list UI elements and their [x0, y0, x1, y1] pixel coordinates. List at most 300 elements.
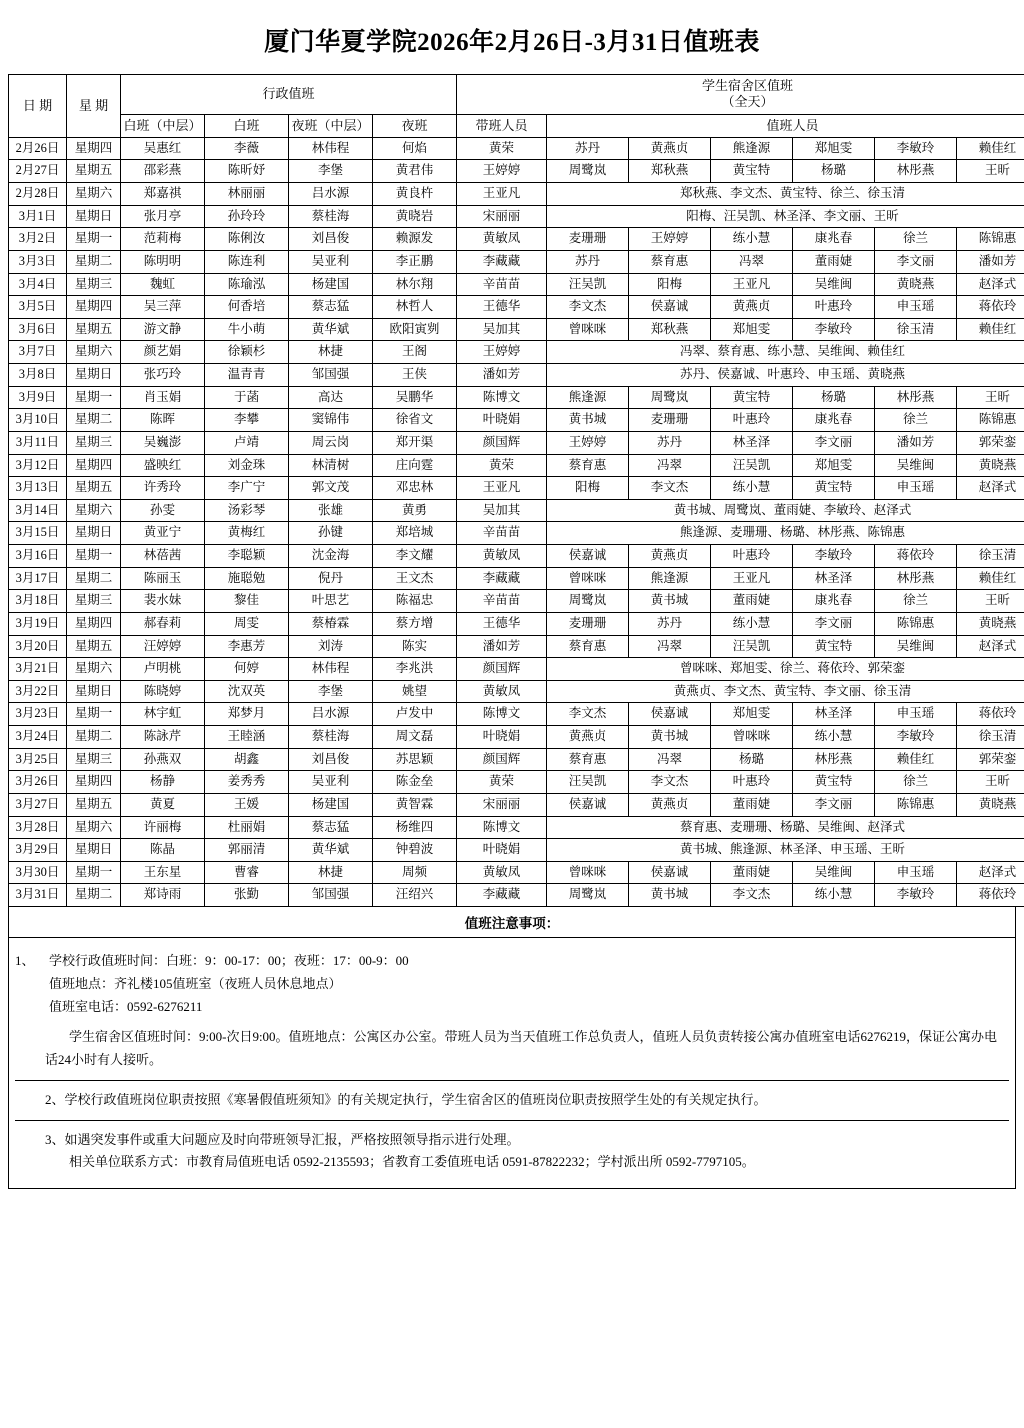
cell-admin-2: 蔡椿霖: [289, 612, 373, 635]
cell-admin-0: 颜艺娟: [121, 341, 205, 364]
cell-week: 星期六: [67, 183, 121, 206]
cell-admin-0: 肖玉娟: [121, 386, 205, 409]
cell-dorm-staff-4: 李敏玲: [875, 137, 957, 160]
cell-admin-2: 蔡志猛: [289, 296, 373, 319]
cell-dorm-staff-3: 杨璐: [793, 160, 875, 183]
table-row: [9, 839, 1024, 862]
cell-admin-2: 窦锦伟: [289, 409, 373, 432]
cell-dorm-staff-2: 郑旭雯: [711, 703, 793, 726]
cell-dorm-staff-4: 申玉瑶: [875, 861, 957, 884]
cell-dorm-staff-0: 曾咪咪: [547, 861, 629, 884]
cell-dorm-staff-1: 侯嘉诚: [629, 703, 711, 726]
cell-admin-3: 赖源发: [373, 228, 457, 251]
cell-lead-staff: 辛苗苗: [457, 273, 547, 296]
cell-admin-1: 曹睿: [205, 861, 289, 884]
cell-admin-0: 许丽梅: [121, 816, 205, 839]
cell-admin-1: 汤彩琴: [205, 499, 289, 522]
cell-date: 3月16日: [9, 545, 67, 568]
header-dorm-staff: 值班人员: [547, 114, 1024, 137]
header-admin-night-mid: 夜班（中层）: [289, 114, 373, 137]
cell-dorm-staff-5: 潘如芳: [957, 250, 1024, 273]
cell-date: 3月6日: [9, 318, 67, 341]
cell-admin-2: 黄华斌: [289, 839, 373, 862]
page-title: 厦门华夏学院2026年2月26日-3月31日值班表: [264, 29, 760, 56]
cell-admin-2: 林捷: [289, 861, 373, 884]
cell-dorm-staff-2: 曾咪咪: [711, 726, 793, 749]
header-admin-night: 夜班: [373, 114, 457, 137]
cell-admin-2: 倪丹: [289, 567, 373, 590]
cell-admin-1: 何香培: [205, 296, 289, 319]
cell-admin-3: 苏思颖: [373, 748, 457, 771]
cell-admin-0: 黄亚宁: [121, 522, 205, 545]
cell-dorm-staff-2: 王亚凡: [711, 567, 793, 590]
table-row: [9, 499, 1024, 522]
cell-dorm-staff-merged: 阳梅、汪吴凯、林圣泽、李文丽、王昕: [547, 205, 1024, 228]
cell-admin-1: 于菡: [205, 386, 289, 409]
cell-dorm-staff-3: 康兆春: [793, 228, 875, 251]
cell-admin-1: 李广宁: [205, 477, 289, 500]
cell-dorm-staff-3: 练小慧: [793, 726, 875, 749]
cell-admin-1: 刘金珠: [205, 454, 289, 477]
cell-admin-0: 游文静: [121, 318, 205, 341]
cell-dorm-staff-merged: 苏丹、侯嘉诚、叶惠玲、申玉瑶、黄晓燕: [547, 364, 1024, 387]
header-week: 星 期: [67, 75, 121, 138]
cell-date: 3月29日: [9, 839, 67, 862]
cell-lead-staff: 叶晓娟: [457, 839, 547, 862]
cell-admin-1: 郑梦月: [205, 703, 289, 726]
cell-admin-0: 张月亭: [121, 205, 205, 228]
cell-admin-1: 徐颖杉: [205, 341, 289, 364]
cell-admin-2: 刘昌俊: [289, 748, 373, 771]
cell-dorm-staff-5: 赵泽式: [957, 273, 1024, 296]
cell-week: 星期二: [67, 884, 121, 907]
cell-admin-2: 黄华斌: [289, 318, 373, 341]
cell-admin-1: 施聪勉: [205, 567, 289, 590]
table-row: [9, 884, 1024, 907]
cell-dorm-staff-0: 蔡育惠: [547, 635, 629, 658]
cell-lead-staff: 叶晓娟: [457, 726, 547, 749]
cell-admin-0: 郝春莉: [121, 612, 205, 635]
table-row: [9, 454, 1024, 477]
cell-dorm-staff-4: 陈锦惠: [875, 612, 957, 635]
cell-dorm-staff-0: 侯嘉诚: [547, 545, 629, 568]
cell-dorm-staff-5: 黄晓燕: [957, 793, 1024, 816]
cell-admin-1: 牛小萌: [205, 318, 289, 341]
cell-week: 星期一: [67, 386, 121, 409]
header-admin-duty: 行政值班: [121, 75, 457, 115]
cell-dorm-staff-1: 侯嘉诚: [629, 296, 711, 319]
cell-admin-1: 孙玲玲: [205, 205, 289, 228]
cell-week: 星期日: [67, 364, 121, 387]
cell-lead-staff: 王亚凡: [457, 183, 547, 206]
cell-dorm-staff-5: 徐玉清: [957, 545, 1024, 568]
cell-date: 2月27日: [9, 160, 67, 183]
cell-dorm-staff-2: 黄宝特: [711, 160, 793, 183]
cell-dorm-staff-5: 郭荣銮: [957, 748, 1024, 771]
table-row: [9, 816, 1024, 839]
cell-admin-2: 林伟程: [289, 658, 373, 681]
cell-dorm-staff-5: 王昕: [957, 771, 1024, 794]
cell-admin-2: 沈金海: [289, 545, 373, 568]
cell-admin-2: 刘涛: [289, 635, 373, 658]
cell-lead-staff: 王亚凡: [457, 477, 547, 500]
cell-dorm-staff-5: 蒋依玲: [957, 884, 1024, 907]
cell-dorm-staff-3: 练小慧: [793, 884, 875, 907]
cell-lead-staff: 吴加其: [457, 318, 547, 341]
cell-lead-staff: 叶晓娟: [457, 409, 547, 432]
cell-admin-0: 陈明明: [121, 250, 205, 273]
cell-admin-3: 郑开渠: [373, 431, 457, 454]
cell-dorm-staff-0: 周鹭岚: [547, 590, 629, 613]
cell-dorm-staff-5: 徐玉清: [957, 726, 1024, 749]
cell-admin-2: 林清树: [289, 454, 373, 477]
cell-dorm-staff-merged: 黄书城、熊逢源、林圣泽、申玉瑶、王昕: [547, 839, 1024, 862]
note-1-line-2: 值班地点：齐礼楼105值班室（夜班人员休息地点）: [49, 975, 342, 991]
cell-dorm-staff-0: 李文杰: [547, 296, 629, 319]
cell-dorm-staff-1: 苏丹: [629, 431, 711, 454]
cell-dorm-staff-0: 曾咪咪: [547, 567, 629, 590]
cell-lead-staff: 李藏藏: [457, 567, 547, 590]
table-row: [9, 793, 1024, 816]
cell-dorm-staff-3: 李文丽: [793, 431, 875, 454]
cell-admin-0: 范莉梅: [121, 228, 205, 251]
header-dorm-duty-line2: （全天）: [721, 94, 774, 110]
cell-admin-0: 郑嘉祺: [121, 183, 205, 206]
cell-admin-0: 吴惠红: [121, 137, 205, 160]
cell-dorm-staff-merged: 熊逢源、麦珊珊、杨璐、林彤燕、陈锦惠: [547, 522, 1024, 545]
cell-admin-2: 吴亚利: [289, 250, 373, 273]
header-dorm-duty-line1: 学生宿舍区值班: [702, 78, 794, 93]
cell-lead-staff: 颜国辉: [457, 658, 547, 681]
note-1-paragraph: 学生宿舍区值班时间：9:00-次日9:00。值班地点：公寓区办公室。带班人员为当天值班工作总负责人，值班人员负责转接公寓办值班室电话6276219，保证公寓办电话24小时有人接听。: [45, 1029, 998, 1067]
cell-admin-3: 蔡方增: [373, 612, 457, 635]
cell-admin-3: 钟碧波: [373, 839, 457, 862]
cell-dorm-staff-merged: 曾咪咪、郑旭雯、徐兰、蒋依玲、郭荣銮: [547, 658, 1024, 681]
cell-dorm-staff-5: 王昕: [957, 386, 1024, 409]
cell-dorm-staff-5: 赖佳红: [957, 318, 1024, 341]
cell-dorm-staff-5: 赖佳红: [957, 567, 1024, 590]
cell-dorm-staff-0: 周鹭岚: [547, 160, 629, 183]
cell-dorm-staff-0: 麦珊珊: [547, 612, 629, 635]
cell-admin-0: 陈晶: [121, 839, 205, 862]
table-row: [9, 160, 1024, 183]
cell-dorm-staff-3: 林圣泽: [793, 567, 875, 590]
cell-dorm-staff-0: 曾咪咪: [547, 318, 629, 341]
note-1-text-1: 学校行政值班时间：白班：9：00-17：00；夜班：17：00-9：00: [49, 953, 409, 968]
cell-admin-3: 杨维四: [373, 816, 457, 839]
table-row: [9, 273, 1024, 296]
cell-admin-2: 张雄: [289, 499, 373, 522]
cell-lead-staff: 颜国辉: [457, 748, 547, 771]
cell-dorm-staff-4: 徐兰: [875, 228, 957, 251]
cell-admin-3: 汪绍兴: [373, 884, 457, 907]
cell-admin-3: 陈金垒: [373, 771, 457, 794]
cell-dorm-staff-4: 林彤燕: [875, 567, 957, 590]
cell-dorm-staff-2: 林圣泽: [711, 431, 793, 454]
cell-admin-1: 胡鑫: [205, 748, 289, 771]
table-row: [9, 703, 1024, 726]
note-1-line-3: 值班室电话：0592-6276211: [49, 998, 203, 1014]
header-admin-day-mid: 白班（中层）: [121, 114, 205, 137]
cell-admin-3: 黄智霖: [373, 793, 457, 816]
cell-dorm-staff-5: 陈锦惠: [957, 409, 1024, 432]
cell-week: 星期四: [67, 296, 121, 319]
cell-date: 3月17日: [9, 567, 67, 590]
cell-dorm-staff-5: 赵泽式: [957, 861, 1024, 884]
cell-admin-0: 盛映红: [121, 454, 205, 477]
cell-admin-2: 郭文茂: [289, 477, 373, 500]
table-row: [9, 658, 1024, 681]
cell-admin-3: 吴鹏华: [373, 386, 457, 409]
cell-lead-staff: 王婷婷: [457, 341, 547, 364]
cell-admin-3: 邓忠林: [373, 477, 457, 500]
table-head: [9, 75, 1024, 138]
cell-week: 星期四: [67, 137, 121, 160]
cell-admin-0: 许秀玲: [121, 477, 205, 500]
note-item-2: 2、学校行政值班岗位职责按照《寒暑假值班须知》的有关规定执行，学生宿舍区的值班岗位职责按照学生处的有关规定执行。: [45, 1091, 767, 1107]
cell-admin-2: 高达: [289, 386, 373, 409]
cell-admin-3: 黄晓岩: [373, 205, 457, 228]
cell-dorm-staff-3: 黄宝特: [793, 771, 875, 794]
cell-dorm-staff-3: 李敏玲: [793, 318, 875, 341]
cell-admin-0: 林宇虹: [121, 703, 205, 726]
cell-dorm-staff-0: 麦珊珊: [547, 228, 629, 251]
cell-admin-2: 蔡志猛: [289, 816, 373, 839]
cell-dorm-staff-3: 郑旭雯: [793, 454, 875, 477]
cell-week: 星期三: [67, 748, 121, 771]
cell-admin-3: 欧阳寅刿: [373, 318, 457, 341]
cell-admin-1: 陈连利: [205, 250, 289, 273]
header-admin-day: 白班: [205, 114, 289, 137]
cell-dorm-staff-1: 黄书城: [629, 590, 711, 613]
cell-dorm-staff-3: 李敏玲: [793, 545, 875, 568]
cell-admin-3: 王侠: [373, 364, 457, 387]
cell-admin-0: 陈晓婷: [121, 680, 205, 703]
table-row: [9, 567, 1024, 590]
table-body: [9, 137, 1024, 906]
cell-dorm-staff-4: 黄晓燕: [875, 273, 957, 296]
cell-admin-3: 黄勇: [373, 499, 457, 522]
cell-dorm-staff-2: 王亚凡: [711, 273, 793, 296]
cell-dorm-staff-3: 林圣泽: [793, 703, 875, 726]
cell-dorm-staff-3: 吴维闽: [793, 273, 875, 296]
cell-dorm-staff-3: 吴维闽: [793, 861, 875, 884]
cell-week: 星期二: [67, 567, 121, 590]
cell-admin-3: 林哲人: [373, 296, 457, 319]
cell-dorm-staff-1: 王婷婷: [629, 228, 711, 251]
cell-week: 星期一: [67, 861, 121, 884]
cell-week: 星期三: [67, 431, 121, 454]
cell-week: 星期六: [67, 658, 121, 681]
cell-lead-staff: 陈博文: [457, 703, 547, 726]
header-date: 日 期: [9, 75, 67, 138]
cell-dorm-staff-merged: 郑秋燕、李文杰、黄宝特、徐兰、徐玉清: [547, 183, 1024, 206]
cell-lead-staff: 陈博文: [457, 386, 547, 409]
cell-dorm-staff-merged: 黄书城、周鹭岚、董雨婕、李敏玲、赵泽式: [547, 499, 1024, 522]
cell-dorm-staff-5: 赵泽式: [957, 477, 1024, 500]
cell-admin-3: 黄君伟: [373, 160, 457, 183]
table-row: [9, 386, 1024, 409]
cell-admin-1: 王睦涵: [205, 726, 289, 749]
cell-dorm-staff-4: 潘如芳: [875, 431, 957, 454]
cell-lead-staff: 颜国辉: [457, 431, 547, 454]
table-row: [9, 250, 1024, 273]
header-dorm-duty: [457, 75, 1024, 115]
cell-dorm-staff-4: 徐兰: [875, 771, 957, 794]
cell-week: 星期四: [67, 454, 121, 477]
cell-dorm-staff-1: 李文杰: [629, 477, 711, 500]
cell-admin-2: 李堡: [289, 160, 373, 183]
cell-date: 3月15日: [9, 522, 67, 545]
cell-admin-0: 杨静: [121, 771, 205, 794]
cell-dorm-staff-2: 叶惠玲: [711, 409, 793, 432]
cell-admin-0: 王东星: [121, 861, 205, 884]
cell-admin-3: 李文耀: [373, 545, 457, 568]
cell-week: 星期五: [67, 160, 121, 183]
cell-dorm-staff-5: 黄晓燕: [957, 454, 1024, 477]
cell-admin-1: 何婷: [205, 658, 289, 681]
cell-dorm-staff-2: 董雨婕: [711, 861, 793, 884]
cell-dorm-staff-3: 林彤燕: [793, 748, 875, 771]
cell-date: 2月28日: [9, 183, 67, 206]
cell-lead-staff: 黄敏凤: [457, 861, 547, 884]
cell-admin-3: 陈实: [373, 635, 457, 658]
cell-dorm-staff-4: 徐兰: [875, 590, 957, 613]
cell-dorm-staff-2: 李文杰: [711, 884, 793, 907]
cell-lead-staff: 吴加其: [457, 499, 547, 522]
cell-dorm-staff-3: 郑旭雯: [793, 137, 875, 160]
cell-admin-2: 吕水源: [289, 183, 373, 206]
cell-week: 星期六: [67, 816, 121, 839]
cell-dorm-staff-1: 蔡育惠: [629, 250, 711, 273]
cell-lead-staff: 黄荣: [457, 454, 547, 477]
cell-dorm-staff-5: 郭荣銮: [957, 431, 1024, 454]
cell-week: 星期五: [67, 318, 121, 341]
cell-date: 3月20日: [9, 635, 67, 658]
cell-admin-0: 林蓓茜: [121, 545, 205, 568]
cell-date: 3月1日: [9, 205, 67, 228]
cell-week: 星期三: [67, 590, 121, 613]
cell-dorm-staff-1: 黄书城: [629, 726, 711, 749]
cell-week: 星期日: [67, 839, 121, 862]
cell-dorm-staff-0: 黄书城: [547, 409, 629, 432]
cell-date: 3月5日: [9, 296, 67, 319]
cell-lead-staff: 潘如芳: [457, 364, 547, 387]
cell-dorm-staff-5: 蒋依玲: [957, 703, 1024, 726]
notes-divider-2: [15, 1120, 1009, 1121]
cell-admin-1: 郭丽清: [205, 839, 289, 862]
cell-lead-staff: 宋丽丽: [457, 793, 547, 816]
cell-admin-1: 周雯: [205, 612, 289, 635]
cell-week: 星期六: [67, 341, 121, 364]
table-row: [9, 635, 1024, 658]
cell-dorm-staff-2: 汪吴凯: [711, 454, 793, 477]
table-row: [9, 771, 1024, 794]
cell-week: 星期二: [67, 409, 121, 432]
cell-dorm-staff-0: 周鹭岚: [547, 884, 629, 907]
cell-lead-staff: 黄荣: [457, 137, 547, 160]
cell-dorm-staff-2: 黄宝特: [711, 386, 793, 409]
table-row: [9, 318, 1024, 341]
cell-admin-2: 吕水源: [289, 703, 373, 726]
cell-week: 星期六: [67, 499, 121, 522]
cell-admin-3: 周频: [373, 861, 457, 884]
cell-date: 3月27日: [9, 793, 67, 816]
cell-dorm-staff-0: 汪吴凯: [547, 273, 629, 296]
table-header-row-1: [9, 75, 1024, 115]
cell-dorm-staff-0: 蔡育惠: [547, 454, 629, 477]
cell-lead-staff: 王德华: [457, 612, 547, 635]
cell-dorm-staff-2: 黄燕贞: [711, 296, 793, 319]
cell-dorm-staff-5: 黄晓燕: [957, 612, 1024, 635]
cell-admin-3: 黄良杵: [373, 183, 457, 206]
duty-table: [8, 74, 1024, 907]
cell-admin-2: 叶思艺: [289, 590, 373, 613]
table-row: [9, 341, 1024, 364]
cell-lead-staff: 黄荣: [457, 771, 547, 794]
cell-date: 3月13日: [9, 477, 67, 500]
cell-week: 星期五: [67, 635, 121, 658]
table-row: [9, 726, 1024, 749]
cell-dorm-staff-4: 林彤燕: [875, 386, 957, 409]
cell-date: 3月4日: [9, 273, 67, 296]
cell-dorm-staff-5: 蒋依玲: [957, 296, 1024, 319]
cell-lead-staff: 黄敏凤: [457, 228, 547, 251]
cell-date: 3月28日: [9, 816, 67, 839]
cell-dorm-staff-4: 吴维闽: [875, 635, 957, 658]
cell-dorm-staff-4: 赖佳红: [875, 748, 957, 771]
cell-admin-2: 蔡桂海: [289, 205, 373, 228]
table-row: [9, 183, 1024, 206]
cell-dorm-staff-4: 吴维闽: [875, 454, 957, 477]
cell-date: 3月10日: [9, 409, 67, 432]
cell-lead-staff: 王德华: [457, 296, 547, 319]
cell-admin-3: 卢发中: [373, 703, 457, 726]
note-item-1: [15, 948, 1009, 1020]
cell-dorm-staff-5: 赵泽式: [957, 635, 1024, 658]
table-row: [9, 680, 1024, 703]
cell-admin-0: 汪婷婷: [121, 635, 205, 658]
cell-date: 3月2日: [9, 228, 67, 251]
cell-dorm-staff-4: 李敏玲: [875, 726, 957, 749]
cell-week: 星期二: [67, 250, 121, 273]
cell-admin-3: 陈福忠: [373, 590, 457, 613]
cell-admin-2: 孙键: [289, 522, 373, 545]
table-row: [9, 205, 1024, 228]
cell-dorm-staff-4: 徐玉清: [875, 318, 957, 341]
cell-dorm-staff-0: 熊逢源: [547, 386, 629, 409]
cell-admin-1: 王媛: [205, 793, 289, 816]
cell-dorm-staff-5: 陈锦惠: [957, 228, 1024, 251]
cell-dorm-staff-3: 叶惠玲: [793, 296, 875, 319]
cell-admin-1: 陈俐汝: [205, 228, 289, 251]
cell-date: 3月31日: [9, 884, 67, 907]
notes-divider-1: [15, 1080, 1009, 1081]
cell-admin-1: 黄梅红: [205, 522, 289, 545]
cell-admin-3: 王阁: [373, 341, 457, 364]
cell-admin-1: 沈双英: [205, 680, 289, 703]
cell-week: 星期一: [67, 703, 121, 726]
cell-dorm-staff-1: 冯翠: [629, 635, 711, 658]
cell-date: 3月9日: [9, 386, 67, 409]
table-row: [9, 296, 1024, 319]
note-item-3: 3、如遇突发事件或重大问题应及时向带班领导汇报，严格按照领导指示进行处理。: [45, 1131, 520, 1147]
cell-dorm-staff-4: 申玉瑶: [875, 477, 957, 500]
cell-dorm-staff-0: 苏丹: [547, 250, 629, 273]
cell-dorm-staff-5: 赖佳红: [957, 137, 1024, 160]
cell-admin-1: 卢靖: [205, 431, 289, 454]
cell-admin-2: 杨建国: [289, 273, 373, 296]
